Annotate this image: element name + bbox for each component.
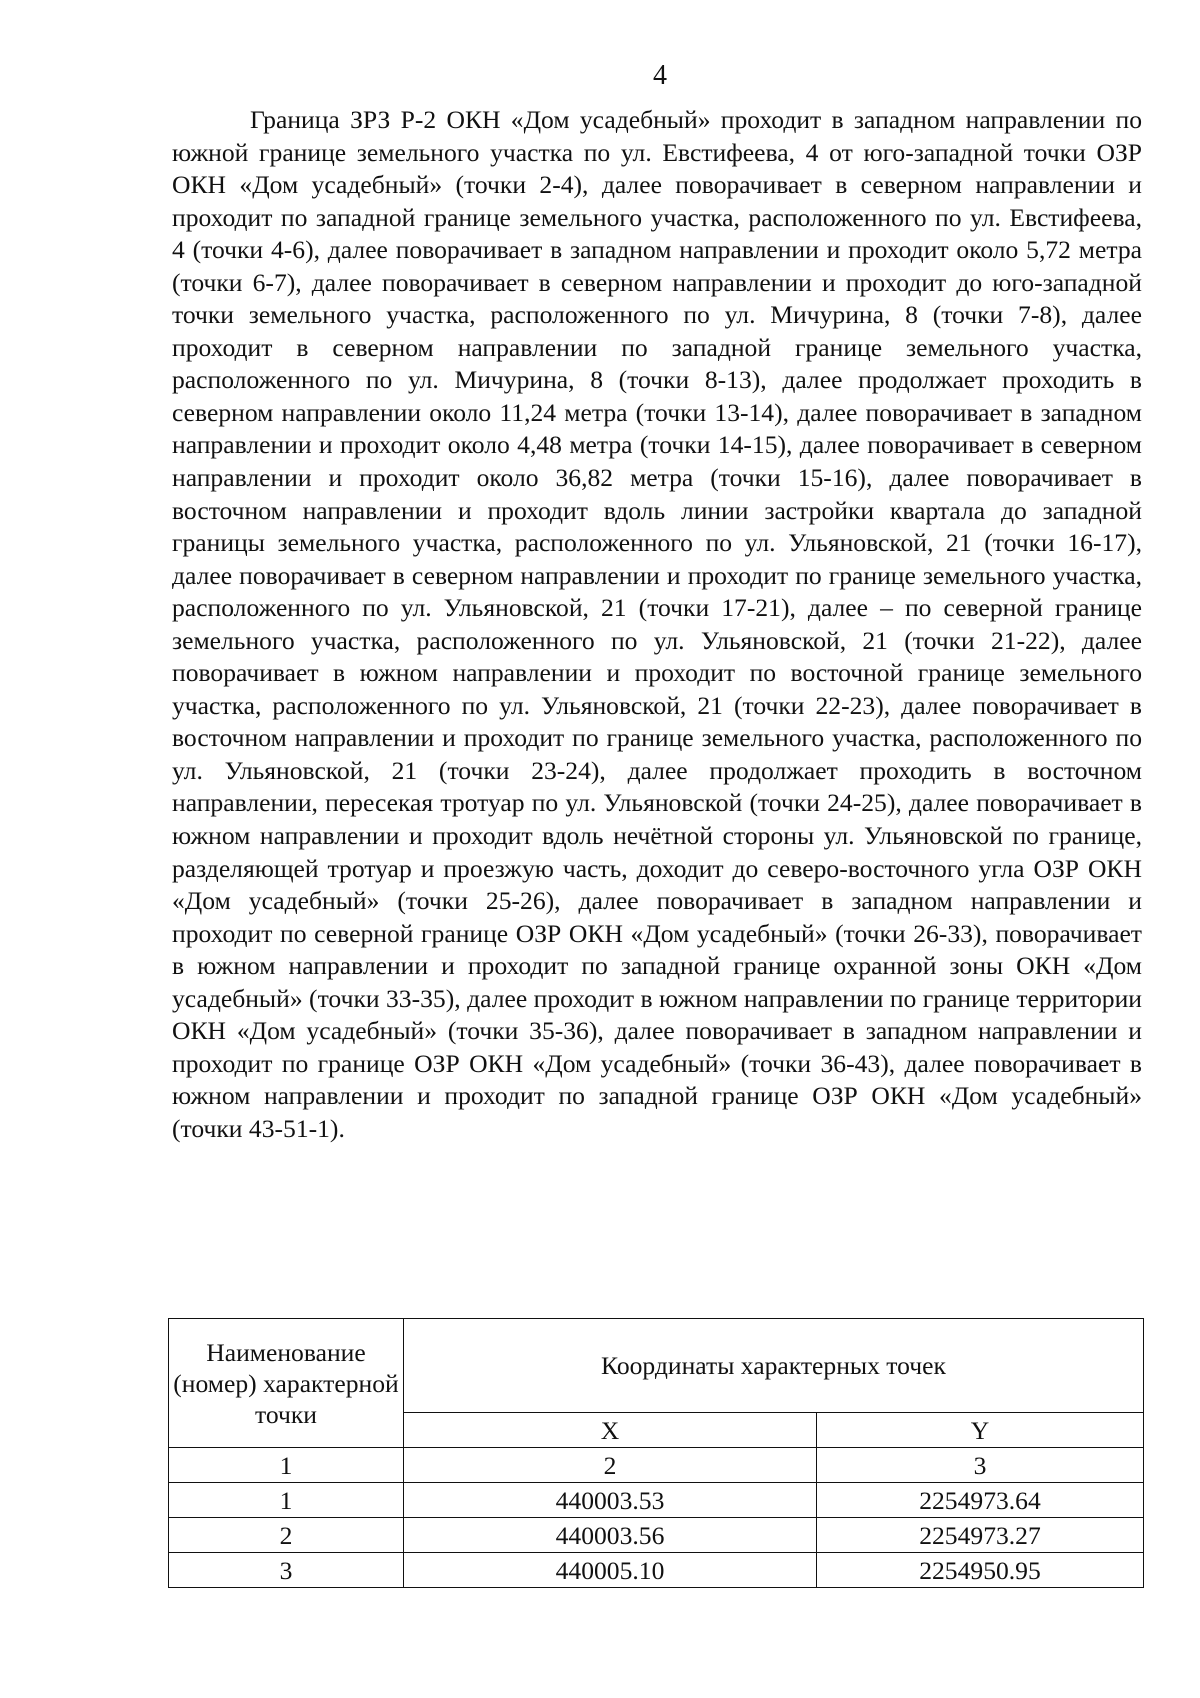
x-coordinate: 440003.56 [404,1518,817,1553]
x-header: X [404,1413,817,1448]
x-coordinate: 440005.10 [404,1553,817,1588]
y-coordinate: 2254973.27 [817,1518,1144,1553]
column-number-2: 2 [404,1448,817,1483]
column-number-1: 1 [169,1448,404,1483]
column-number-3: 3 [817,1448,1144,1483]
y-coordinate: 2254950.95 [817,1553,1144,1588]
table-row [169,1483,1144,1518]
coordinates-table [168,1318,1144,1588]
point-name-header: Наименование (номер) характерной точки [169,1319,404,1448]
coordinates-header: Координаты характерных точек [404,1319,1144,1413]
point-number: 3 [169,1553,404,1588]
boundary-description-paragraph: Граница ЗРЗ Р-2 ОКН «Дом усадебный» проходит в западном направлении по южной границе земельного участка по ул. Евстифеева, 4 от юго-западной точки ОЗР ОКН «Дом усадебный» (точки 2-4), далее поворачивает в северном направлении и проходит по западной границе земельного участка, расположенного по ул. Евстифеева, 4 (точки 4-6), далее поворачивает в западном направлении и проходит около 5,72 метра (точки 6-7), далее поворачивает в северном направлении и проходит до юго-западной точки земельного участка, расположенного по ул. Мичурина, 8 (точки 7-8), далее проходит в северном направлении по западной границе земельного участка, расположенного по ул. Мичурина, 8 (точки 8-13), далее продолжает проходить в северном направлении около 11,24 метра (точки 13-14), далее поворачивает в западном направлении и проходит около 4,48 метра (точки 14-15), далее поворачивает в северном направлении и проходит около 36,82 метра (точки 15-16), далее поворачивает в восточном направлении и проходит вдоль линии застройки квартала до западной границы земельного участка, расположенного по ул. Ульяновской, 21 (точки 16-17), далее поворачивает в северном направлении и проходит по границе земельного участка, расположенного по ул. Ульяновской, 21 (точки 17-21), далее – по северной границе земельного участка, расположенного по ул. Ульяновской, 21 (точки 21-22), далее поворачивает в южном направлении и проходит по восточной границе земельного участка, расположенного по ул. Ульяновской, 21 (точки 22-23), далее поворачивает в восточном направлении и проходит по границе земельного участка, расположенного по ул. Ульяновской, 21 (точки 23-24), далее продолжает проходить в восточном направлении, пересекая тротуар по ул. Ульяновской (точки 24-25), далее поворачивает в южном направлении и проходит вдоль нечётной стороны ул. Ульяновской по границе, разделяющей тротуар и проезжую часть, доходит до северо-восточного угла ОЗР ОКН «Дом усадебный» (точки 25-26), далее поворачивает в западном направлении и проходит по северной границе ОЗР ОКН «Дом усадебный» (точки 26-33), поворачивает в южном направлении и проходит по западной границе охранной зоны ОКН «Дом усадебный» (точки 33-35), далее проходит в южном направлении по границе территории ОКН «Дом усадебный» (точки 35-36), далее поворачивает в западном направлении и проходит по границе ОЗР ОКН «Дом усадебный» (точки 36-43), далее поворачивает в южном направлении и проходит по западной границе ОЗР ОКН «Дом усадебный» (точки 43-51-1). [172,105,1142,1143]
column-number-row [169,1448,1144,1483]
table-header-row [169,1319,1144,1413]
point-number: 1 [169,1483,404,1518]
page-number: 4 [653,60,667,91]
point-number: 2 [169,1518,404,1553]
y-coordinate: 2254973.64 [817,1483,1144,1518]
table-row [169,1518,1144,1553]
table-row [169,1553,1144,1588]
x-coordinate: 440003.53 [404,1483,817,1518]
y-header: Y [817,1413,1144,1448]
